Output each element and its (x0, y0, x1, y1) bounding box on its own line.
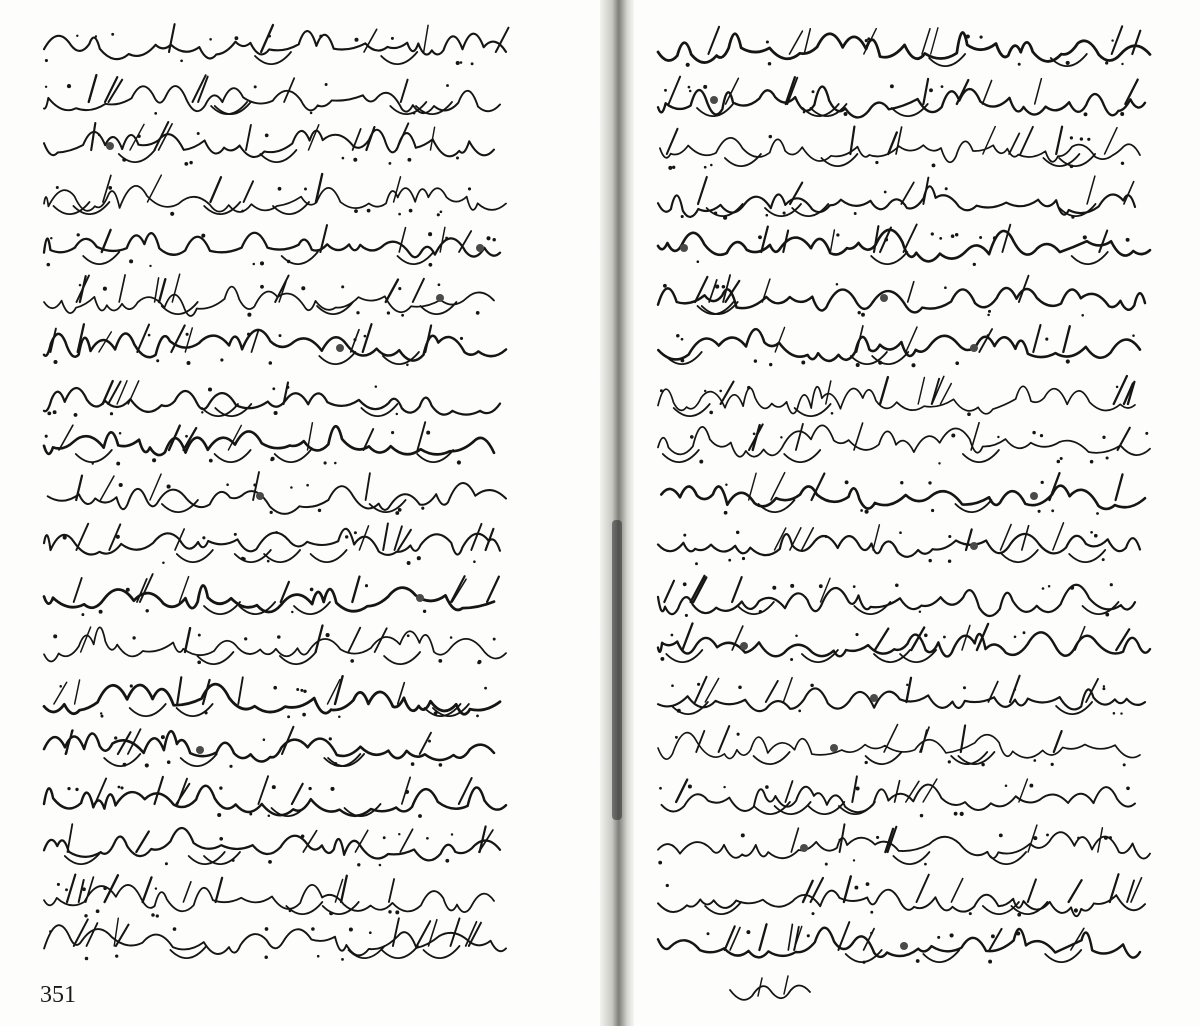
right-script-line (654, 322, 1144, 372)
left-script-line (40, 674, 504, 724)
right-script-line (654, 174, 1139, 224)
left-script-line (40, 470, 510, 520)
book-gutter (600, 0, 634, 1026)
right-script-line (654, 772, 1139, 822)
left-script-line (40, 222, 504, 272)
right-script-line (654, 272, 1149, 322)
left-script-line (40, 322, 510, 372)
right-script-line (654, 822, 1154, 872)
right-script-line (654, 470, 1149, 520)
right-script-line (654, 672, 1149, 722)
left-script-line (40, 774, 510, 824)
right-script-line (654, 620, 1154, 670)
right-script-line (654, 222, 1154, 272)
left-script-line (40, 520, 504, 570)
right-script-line (654, 572, 1139, 622)
closing-signature (724, 970, 814, 1010)
left-script-line (40, 172, 510, 222)
right-script-line (654, 124, 1144, 174)
left-script-line (40, 572, 498, 622)
right-script-line (654, 920, 1144, 970)
left-script-line (40, 374, 504, 424)
left-script-line (40, 916, 510, 966)
left-script-line (40, 822, 504, 872)
right-script-line (654, 872, 1149, 922)
right-script-line (654, 722, 1144, 772)
left-script-line (40, 622, 510, 672)
right-script-line (654, 24, 1154, 74)
gutter-shadow (612, 520, 622, 820)
right-page (634, 0, 1200, 1026)
right-script-line (654, 374, 1139, 424)
left-script-line (40, 272, 498, 322)
right-script-line (654, 520, 1144, 570)
left-script-line (40, 872, 498, 922)
left-script-line (40, 724, 498, 774)
left-script-line (40, 22, 510, 72)
left-script-line (40, 72, 504, 122)
right-script-line (654, 74, 1149, 124)
left-script-line (40, 420, 498, 470)
right-script-line (654, 420, 1154, 470)
left-script-line (40, 120, 498, 170)
page-number: 351 (40, 982, 76, 1008)
